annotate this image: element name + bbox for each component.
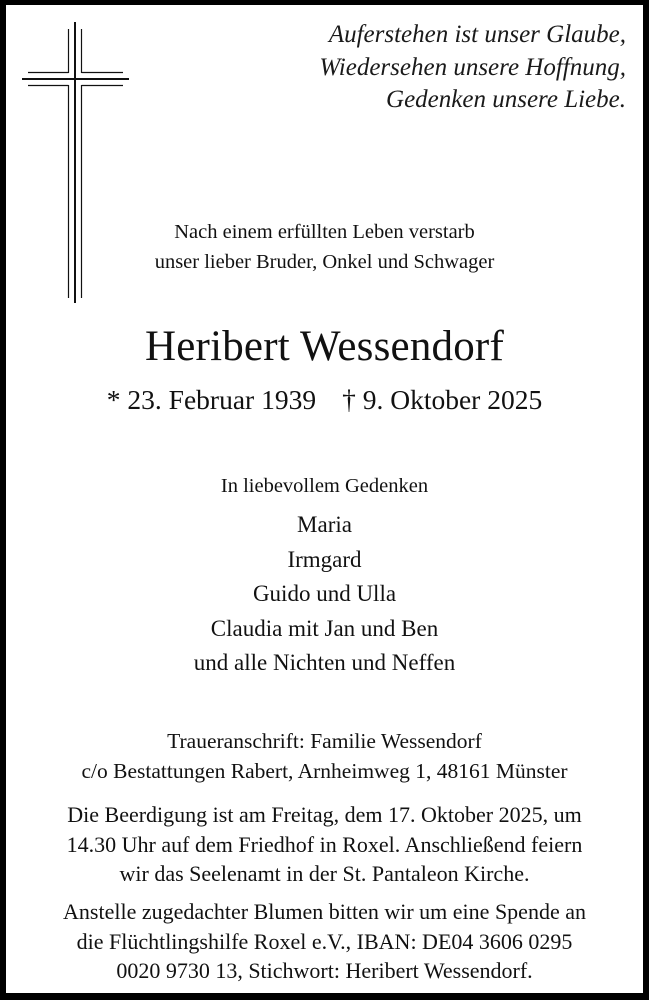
life-dates <box>6 382 643 418</box>
obituary-card <box>6 5 643 993</box>
donation-info <box>6 897 643 986</box>
verse-line: Wiedersehen unsere Hoffnung, <box>319 53 626 81</box>
mourner-name: Maria <box>297 512 352 537</box>
mourners-heading: In liebevollem Gedenken <box>220 475 429 497</box>
condolence-address <box>6 727 643 786</box>
address-line: c/o Bestattungen Rabert, Arnheimweg 1, 48161 Münster <box>81 758 568 783</box>
verse-line: Gedenken unsere Liebe. <box>386 86 626 113</box>
donation-line: Anstelle zugedachter Blumen bitten wir um eine Spende an <box>63 899 586 924</box>
deceased-name: Heribert Wessendorf <box>145 323 504 370</box>
mourner-name: Claudia mit Jan und Ben <box>210 615 439 641</box>
mourner-name: Irmgard <box>287 546 362 572</box>
mourner-name: und alle Nichten und Neffen <box>193 650 456 675</box>
birth-date: * 23. Februar 1939 <box>106 384 317 415</box>
burial-info <box>6 800 643 889</box>
donation-line: die Flüchtlingshilfe Roxel e.V., IBAN: DE04 3606 0295 <box>76 928 573 954</box>
verse-line: Auferstehen ist unser Glaube, <box>328 21 626 48</box>
death-date: † 9. Oktober 2025 <box>342 384 543 415</box>
intro-line: Nach einem erfüllten Leben verstarb <box>174 221 475 243</box>
mourners-list <box>6 508 643 681</box>
address-line: Traueranschrift: Familie Wessendorf <box>167 729 482 753</box>
intro-text <box>6 217 643 277</box>
burial-line: wir das Seelenamt in der St. Pantaleon Kirche. <box>119 861 530 886</box>
mourner-name: Guido und Ulla <box>252 581 397 606</box>
verse <box>319 19 626 117</box>
donation-line: 0020 9730 13, Stichwort: Heribert Wessendorf. <box>116 958 533 983</box>
burial-line: Die Beerdigung ist am Freitag, dem 17. Oktober 2025, um <box>67 802 582 827</box>
intro-line: unser lieber Bruder, Onkel und Schwager <box>154 251 495 273</box>
burial-line: 14.30 Uhr auf dem Friedhof in Roxel. Anschließend feiern <box>66 831 583 857</box>
